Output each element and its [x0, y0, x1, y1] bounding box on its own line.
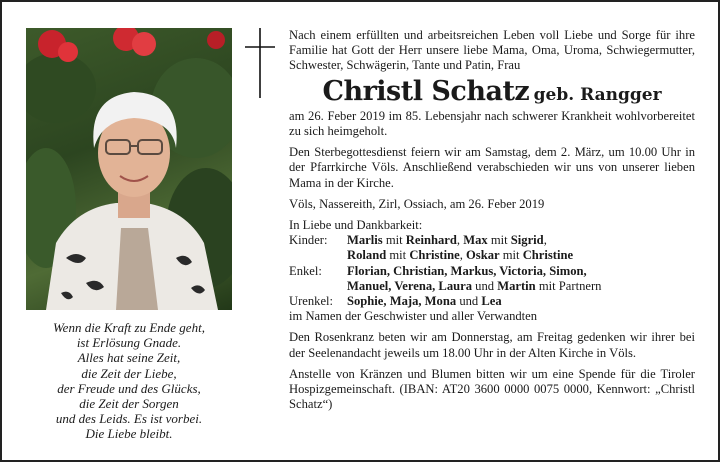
- great-grandchildren-names: Sophie, Maja, Mona und Lea: [347, 294, 502, 309]
- poem: [24, 320, 234, 442]
- children-names: Marlis mit Reinhard, Max mit Sigrid, Roland mit Christine, Oskar mit Christine: [347, 233, 574, 263]
- relatives-line: im Namen der Geschwister und aller Verwandten: [289, 309, 538, 324]
- portrait-photo: [26, 28, 232, 310]
- family-list: [289, 233, 695, 309]
- great-grandchildren-label: Urenkel:: [289, 294, 334, 309]
- intro-text: Nach einem erfüllten und arbeitsreichen Leben voll Liebe und Sorge für ihre Familie hat Gott der Herr unsere liebe Mama, Oma, Uroma, Schwiegermutter, Schwester, Schwägerin, Tante und Patin, Frau: [289, 28, 695, 73]
- grandchildren-label: Enkel:: [289, 263, 322, 278]
- poem-line: und des Leids. Es ist vorbei.: [55, 411, 203, 427]
- children-label: Kinder:: [289, 233, 328, 248]
- poem-line: der Freude und des Glücks,: [57, 380, 201, 396]
- poem-line: die Zeit der Sorgen: [79, 396, 179, 412]
- poem-line: Die Liebe bleibt.: [85, 426, 173, 442]
- funeral-service: Den Sterbegottesdienst feiern wir am Samstag, dem 2. März, um 10.00 Uhr in der Pfarrkirche Völs. Anschließend verabschieden wir uns von unserer lieben Mama in der Kirche.: [289, 145, 695, 190]
- full-name: Christl Schatz: [322, 75, 530, 107]
- poem-line: die Zeit der Liebe,: [81, 365, 177, 381]
- rosary-text: Den Rosenkranz beten wir am Donnerstag, am Freitag gedenken wir ihrer bei der Seelenandacht jeweils um 18.00 Uhr in der Alten Kirche in Völs.: [289, 330, 695, 360]
- poem-line: Wenn die Kraft zu Ende geht,: [53, 320, 205, 335]
- place-date: Völs, Nassereith, Zirl, Ossiach, am 26. Feber 2019: [289, 196, 545, 211]
- death-notice: am 26. Feber 2019 im 85. Lebensjahr nach schwerer Krankheit wohlvorbereitet zu sich heimgeholt.: [289, 108, 695, 139]
- poem-line: Alles hat seine Zeit,: [77, 350, 181, 366]
- grandchildren-names: Florian, Christian, Markus, Victoria, Simon, Manuel, Verena, Laura und Martin mit Partnern: [347, 263, 602, 293]
- obituary-text: [289, 28, 695, 412]
- closing-line: In Liebe und Dankbarkeit:: [289, 218, 423, 233]
- birth-name: geb. Rangger: [533, 84, 662, 105]
- cross-icon: [245, 28, 275, 98]
- poem-line: ist Erlösung Gnade.: [76, 335, 182, 351]
- donation-text: Anstelle von Kränzen und Blumen bitten wir um eine Spende für die Tiroler Hospizgemeinschaft. (IBAN: AT20 3600 0000 0075 0000, Kennwort: „Christl Schatz“): [289, 366, 695, 412]
- deceased-name: [289, 75, 695, 107]
